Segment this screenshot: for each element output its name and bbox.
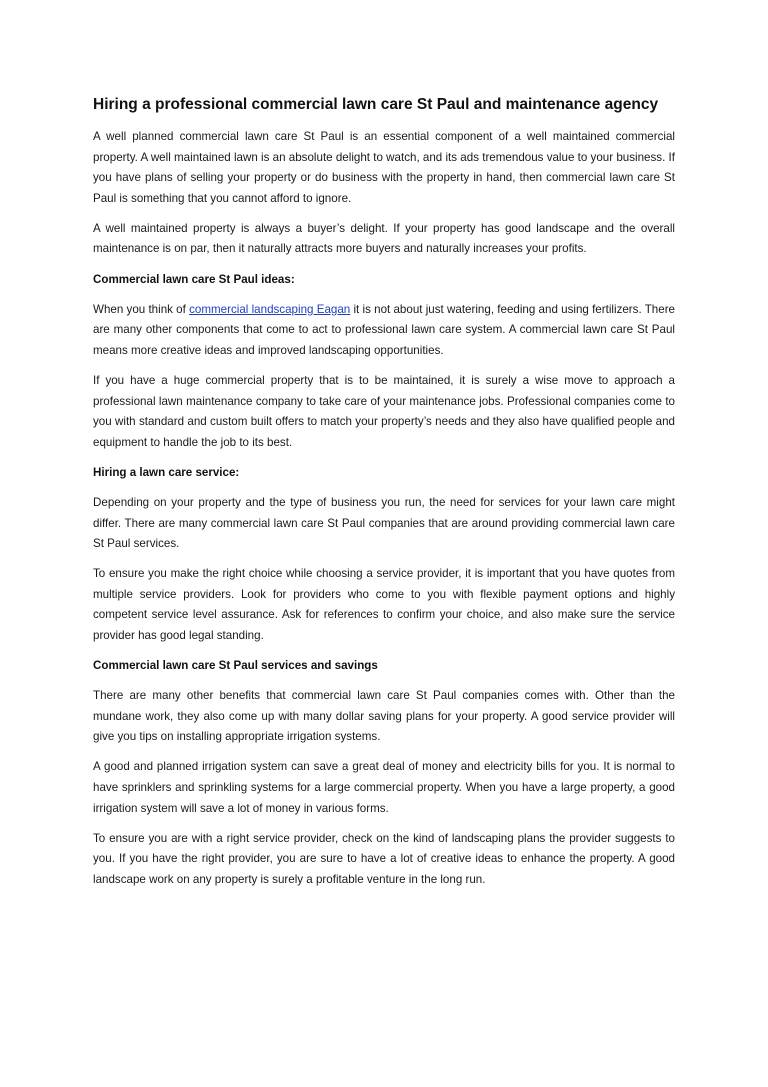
paragraph-depending: Depending on your property and the type of business you run, the need for services for your lawn care might differ. There are many commercial lawn care St Paul companies that are around providing commercial lawn care St Paul services.	[93, 495, 675, 551]
paragraph-right-choice: To ensure you make the right choice while choosing a service provider, it is important that you have quotes from multiple service providers. Look for providers who come to you with flexible payment options and highly competent service level assurance. Ask for references to confirm your choice, and also make sure the service provider has good legal standing.	[93, 567, 675, 642]
paragraph-ideas-text-after: it is not about just watering, feeding and using fertilizers. There are many other components that come to act to professional lawn care system. A commercial lawn care St Paul means more creative ideas and improved landscaping opportunities.	[93, 302, 676, 357]
section-heading-hiring: Hiring a lawn care service:	[93, 465, 240, 479]
paragraph-irrigation: A good and planned irrigation system can save a great deal of money and electricity bills for you. It is normal to have sprinklers and sprinkling systems for a large commercial property. When you have a large property, a good irrigation system will save a lot of money in various forms.	[93, 760, 675, 815]
paragraph-right-provider: To ensure you are with a right service provider, check on the kind of landscaping plans the provider suggests to you. If you have the right provider, you are sure to have a lot of creative ideas to enhance the property. A good landscape work on any property is surely a profitable venture in the long run.	[93, 831, 675, 886]
paragraph-buyers-delight: A well maintained property is always a buyer’s delight. If your property has good landscape and the overall maintenance is on par, then it naturally attracts more buyers and naturally increases your profits.	[93, 221, 675, 256]
paragraph-ideas	[93, 300, 675, 362]
section-heading-savings: Commercial lawn care St Paul services and savings	[93, 659, 378, 673]
paragraph-intro: A well planned commercial lawn care St Paul is an essential component of a well maintained commercial property. A well maintained lawn is an absolute delight to watch, and its ads tremendous value to your business. If you have plans of selling your property or do business with the property in hand, then commercial lawn care St Paul is something that you cannot afford to ignore.	[93, 130, 675, 205]
paragraph-benefits: There are many other benefits that commercial lawn care St Paul companies comes with. Other than the mundane work, they also come up with many dollar saving plans for your property. A good service provider will give you tips on installing appropriate irrigation systems.	[93, 689, 675, 744]
commercial-landscaping-eagan-link[interactable]: commercial landscaping Eagan	[189, 302, 351, 316]
document-title: Hiring a professional commercial lawn care St Paul and maintenance agency	[93, 96, 659, 113]
section-heading-ideas: Commercial lawn care St Paul ideas:	[93, 272, 295, 286]
paragraph-ideas-text-before: When you think of	[93, 302, 190, 316]
paragraph-huge-property: If you have a huge commercial property that is to be maintained, it is surely a wise move to approach a professional lawn maintenance company to take care of your maintenance jobs. Professional companies come to you with standard and custom built offers to match your property’s needs and they also have qualified people and equipment to handle the job to its best.	[93, 373, 675, 449]
document-page	[93, 94, 675, 900]
